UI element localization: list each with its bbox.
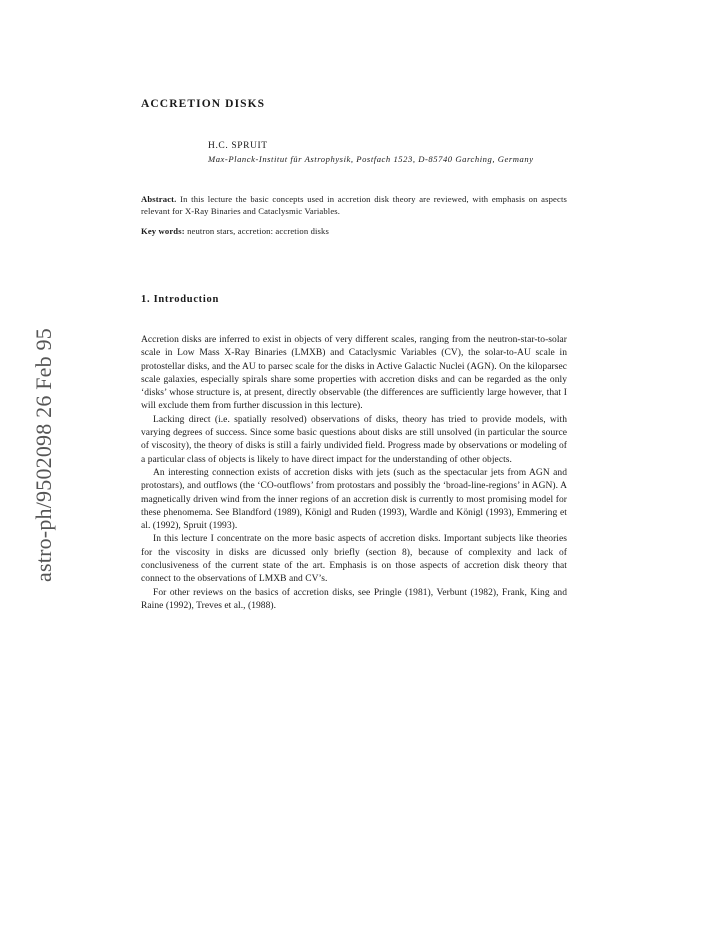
- author-name: H.C. SPRUIT: [208, 141, 268, 151]
- paragraph: An interesting connection exists of accretion disks with jets (such as the spectacular jets from AGN and protostars), and outflows (the ‘CO-outflows’ from protostars and possibly the ‘broad-line-regions’ in AGN). A magnetically driven wind from the inner regions of an accretion disk is currently to most promising model for these phenomema. See Blandford (1989), Königl and Ruden (1993), Wardle and Königl (1993), Emmering et al. (1992), Spruit (1993).: [141, 467, 567, 532]
- arxiv-id-text: astro-ph/9502098 26 Feb 95: [31, 328, 56, 582]
- abstract-block: [141, 193, 567, 217]
- keywords-text: neutron stars, accretion: accretion disks: [187, 226, 329, 236]
- keywords-block: [141, 226, 329, 236]
- paragraph: In this lecture I concentrate on the more basic aspects of accretion disks. Important subjects like theories for the viscosity in disks are dicussed only briefly (section 8), because of complexity and lack of conclusiveness of the current state of the art. Emphasis is on those aspects of accretion disk theory that connect to the observations of LMXB and CV’s.: [141, 534, 567, 585]
- author-affiliation: Max-Planck-Institut für Astrophysik, Postfach 1523, D-85740 Garching, Germany: [208, 154, 534, 164]
- abstract-label: Abstract.: [141, 194, 177, 204]
- body-text: [141, 334, 567, 613]
- paragraph: For other reviews on the basics of accretion disks, see Pringle (1981), Verbunt (1982), Frank, King and Raine (1992), Treves et al., (1988).: [141, 587, 567, 611]
- paragraph: Lacking direct (i.e. spatially resolved) observations of disks, theory has tried to provide models, with varying degrees of success. Since some basic questions about disks are still unsolved (in particular the source of viscosity), the theory of disks is still a fairly undivided field. Progress made by observations or modeling of a particular class of objects is likely to have direct impact for the understanding of other objects.: [141, 414, 567, 465]
- section-heading: 1. Introduction: [141, 294, 219, 305]
- paragraph: Accretion disks are inferred to exist in objects of very different scales, ranging from the neutron-star-to-solar scale in Low Mass X-Ray Binaries (LMXB) and Cataclysmic Variables (CV), the solar-to-AU scale in protostellar disks, and the AU to parsec scale for the disks in Active Galactic Nuclei (AGN). On the kiloparsec scale galaxies, especially spirals share some properties with accretion disks and can be regarded as the only ‘disks’ whose structure is, at present, directly observable (the differences are sufficiently large however, that I will exclude them from further discussion in this lecture).: [141, 335, 567, 412]
- abstract-text: In this lecture the basic concepts used in accretion disk theory are reviewed, with emphasis on aspects relevant for X-Ray Binaries and Cataclysmic Variables.: [141, 194, 567, 216]
- arxiv-identifier-stamp: [14, 310, 74, 600]
- keywords-label: Key words:: [141, 226, 185, 236]
- paper-title: ACCRETION DISKS: [141, 98, 266, 110]
